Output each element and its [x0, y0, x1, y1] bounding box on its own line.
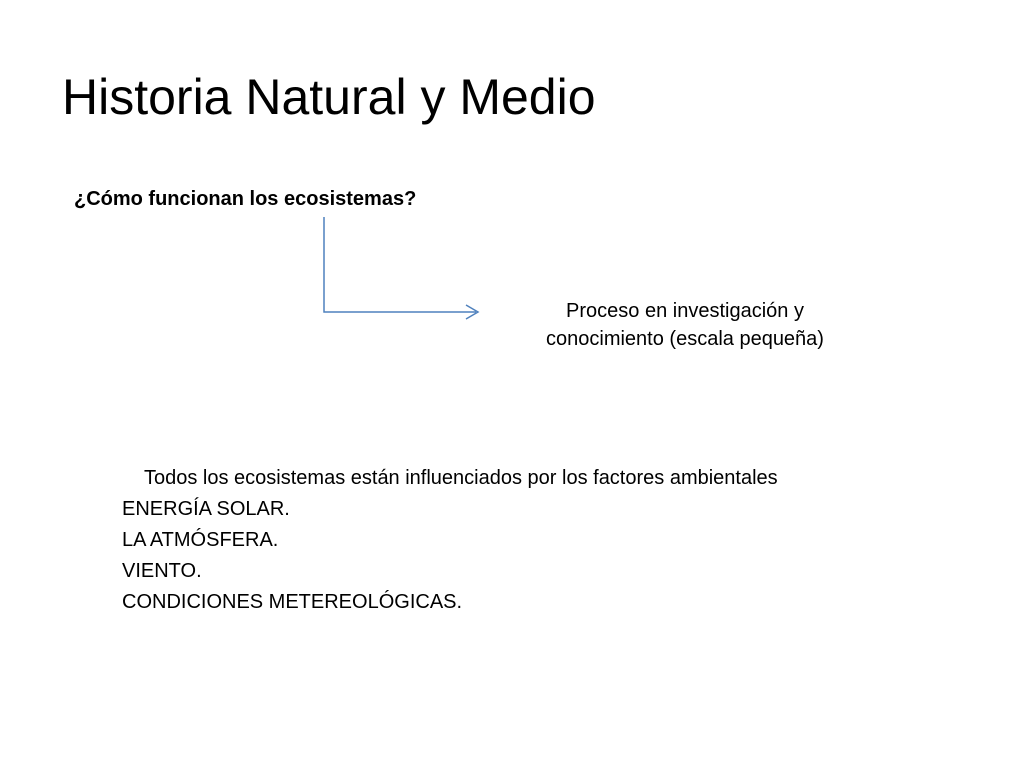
factors-block [122, 463, 778, 618]
factors-list [122, 494, 778, 618]
factor-item-atmosphere: LA ATMÓSFERA. [122, 529, 279, 551]
connector-line [324, 217, 476, 312]
process-text [500, 297, 870, 353]
factor-item-weather: CONDICIONES METEREOLÓGICAS. [122, 591, 463, 613]
factor-item-wind: VIENTO. [122, 560, 202, 582]
arrowhead-icon [466, 305, 478, 319]
slide-title: Historia Natural y Medio [62, 69, 596, 125]
process-line-2: conocimiento (escala pequeña) [546, 328, 824, 350]
factor-item-solar-energy: ENERGÍA SOLAR. [122, 498, 290, 520]
question-text: ¿Cómo funcionan los ecosistemas? [74, 188, 417, 210]
factors-intro: Todos los ecosistemas están influenciados por los factores ambientales [144, 467, 778, 489]
process-line-1: Proceso en investigación y [566, 300, 804, 322]
